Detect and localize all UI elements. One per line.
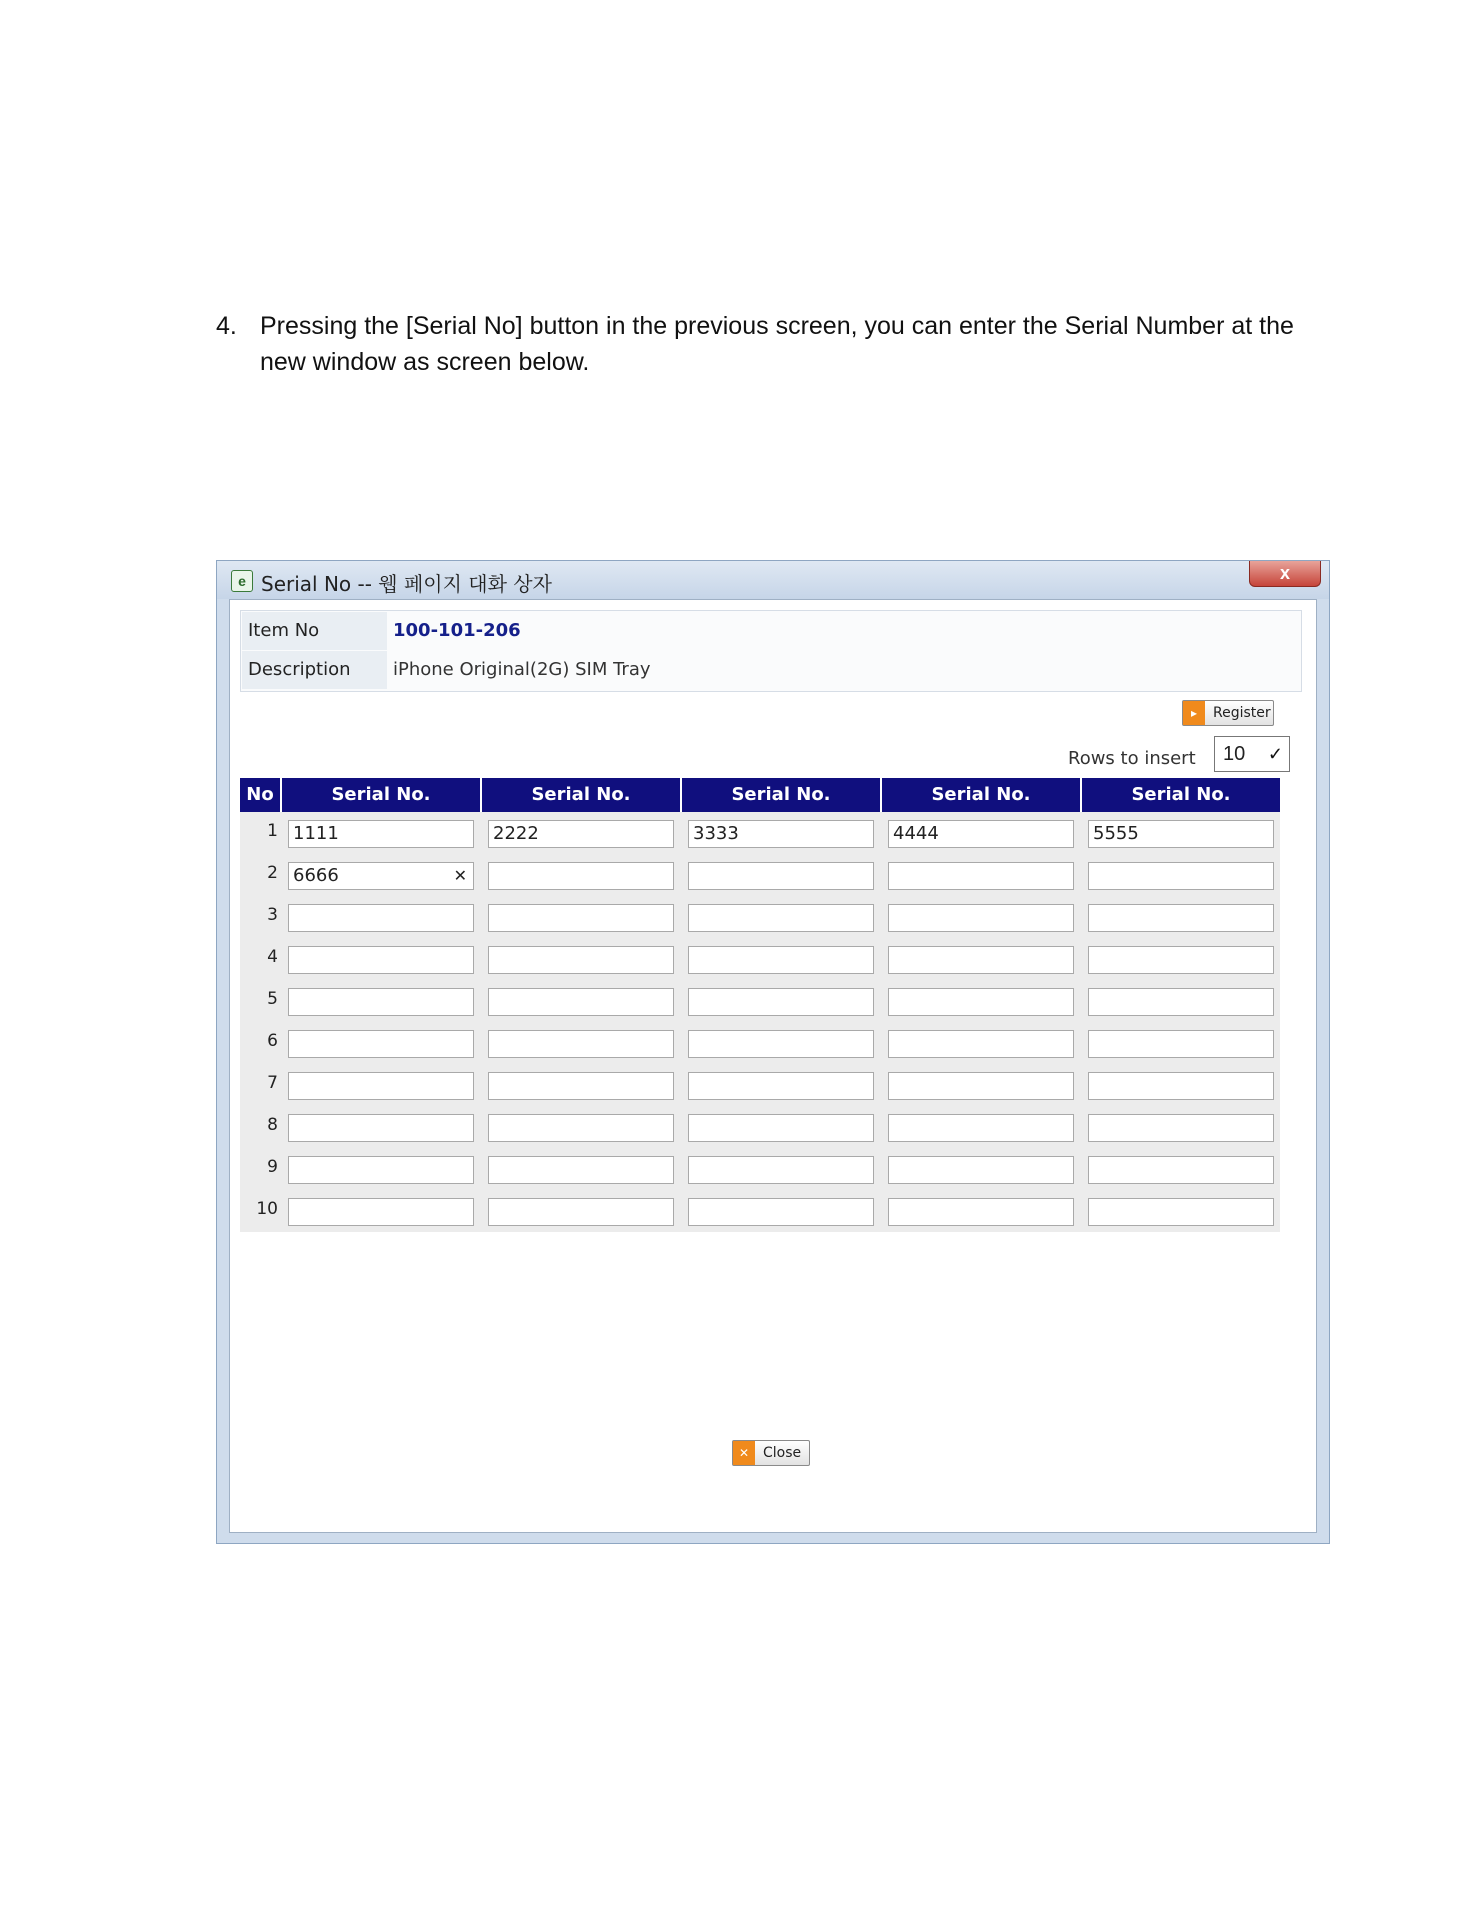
serial-input[interactable] <box>288 1156 474 1184</box>
serial-input[interactable] <box>1088 1156 1274 1184</box>
serial-input[interactable] <box>1088 946 1274 974</box>
row-number: 1 <box>267 821 278 841</box>
register-label: Register <box>1213 705 1271 721</box>
serial-input[interactable]: 2222 <box>488 820 674 848</box>
table-row <box>240 1106 1280 1148</box>
window-close-button[interactable] <box>1249 561 1321 587</box>
item-info-box <box>240 610 1302 692</box>
serial-input[interactable] <box>288 1030 474 1058</box>
serial-input[interactable] <box>888 988 1074 1016</box>
serial-input-active[interactable] <box>288 862 474 890</box>
item-no-value: 100-101-206 <box>393 620 521 641</box>
table-row <box>240 896 1280 938</box>
serial-input[interactable] <box>288 946 474 974</box>
arrow-right-icon: ▸ <box>1183 701 1205 725</box>
serial-input[interactable] <box>688 1072 874 1100</box>
rows-to-insert-select[interactable] <box>1214 736 1290 772</box>
table-row <box>240 1148 1280 1190</box>
serial-input[interactable]: 1111 <box>288 820 474 848</box>
serial-input[interactable] <box>888 946 1074 974</box>
serial-input[interactable]: 5555 <box>1088 820 1274 848</box>
dialog-title: Serial No -- 웹 페이지 대화 상자 <box>261 572 552 596</box>
table-row <box>240 938 1280 980</box>
serial-input[interactable] <box>288 1198 474 1226</box>
serial-input[interactable] <box>1088 1072 1274 1100</box>
serial-input[interactable] <box>888 904 1074 932</box>
serial-input[interactable] <box>288 904 474 932</box>
serial-input[interactable] <box>888 1156 1074 1184</box>
grid-header <box>240 778 1280 812</box>
serial-input[interactable] <box>488 904 674 932</box>
row-number: 9 <box>267 1157 278 1177</box>
serial-input[interactable]: 3333 <box>688 820 874 848</box>
serial-input[interactable] <box>1088 904 1274 932</box>
register-button[interactable] <box>1182 700 1274 726</box>
serial-input[interactable] <box>288 988 474 1016</box>
item-no-label: Item No <box>242 612 387 650</box>
table-row <box>240 980 1280 1022</box>
serial-input[interactable] <box>488 988 674 1016</box>
serial-input[interactable] <box>688 988 874 1016</box>
row-number: 5 <box>267 989 278 1009</box>
serial-input[interactable] <box>688 862 874 890</box>
step-text: Pressing the [Serial No] button in the previous screen, you can enter the Serial Number at the new window as screen below. <box>260 312 1294 376</box>
serial-input[interactable] <box>288 1072 474 1100</box>
serial-input[interactable] <box>888 1072 1074 1100</box>
close-icon: x <box>1279 563 1290 583</box>
serial-input[interactable] <box>488 1030 674 1058</box>
row-number: 7 <box>267 1073 278 1093</box>
table-row <box>240 812 1280 854</box>
row-number: 8 <box>267 1115 278 1135</box>
serial-input[interactable] <box>688 946 874 974</box>
serial-input[interactable] <box>688 1198 874 1226</box>
item-no-row <box>241 612 1301 650</box>
close-label: Close <box>763 1445 802 1461</box>
rows-to-insert-value: 10 <box>1223 743 1246 765</box>
description-label: Description <box>242 651 387 689</box>
row-number: 2 <box>267 863 278 883</box>
clear-icon[interactable]: ✕ <box>453 866 467 885</box>
serial-input[interactable] <box>1088 1030 1274 1058</box>
header-serial-2: Serial No. <box>482 778 682 812</box>
dialog-content <box>229 599 1317 1533</box>
serial-input[interactable] <box>688 904 874 932</box>
serial-input-value: 6666 <box>293 865 339 886</box>
header-no: No <box>240 778 282 812</box>
row-number: 6 <box>267 1031 278 1051</box>
serial-input[interactable] <box>488 1072 674 1100</box>
description-row <box>241 651 1301 689</box>
serial-input[interactable] <box>1088 1198 1274 1226</box>
serial-input[interactable] <box>1088 862 1274 890</box>
close-icon: ✕ <box>733 1441 755 1465</box>
serial-input[interactable] <box>488 1198 674 1226</box>
table-row <box>240 1064 1280 1106</box>
row-number: 4 <box>267 947 278 967</box>
row-number: 10 <box>256 1199 278 1219</box>
serial-input[interactable] <box>488 946 674 974</box>
serial-input[interactable] <box>688 1114 874 1142</box>
dialog-titlebar <box>217 561 1329 599</box>
table-row <box>240 1022 1280 1064</box>
serial-input[interactable] <box>888 862 1074 890</box>
row-number: 3 <box>267 905 278 925</box>
serial-input[interactable] <box>488 1156 674 1184</box>
serial-no-dialog <box>216 560 1330 1544</box>
serial-input[interactable] <box>888 1198 1074 1226</box>
step-number: 4. <box>216 312 237 340</box>
serial-input[interactable] <box>888 1030 1074 1058</box>
close-button[interactable] <box>732 1440 810 1466</box>
table-row <box>240 1190 1280 1232</box>
serial-input[interactable] <box>1088 1114 1274 1142</box>
serial-input[interactable] <box>688 1156 874 1184</box>
ie-page-icon: e <box>231 570 253 592</box>
rows-to-insert-label: Rows to insert <box>1068 748 1196 769</box>
header-serial-1: Serial No. <box>282 778 482 812</box>
description-value: iPhone Original(2G) SIM Tray <box>393 659 651 680</box>
serial-input[interactable] <box>1088 988 1274 1016</box>
chevron-down-icon: ✓ <box>1267 744 1283 764</box>
header-serial-5: Serial No. <box>1082 778 1280 812</box>
table-row <box>240 854 1280 896</box>
serial-input[interactable] <box>688 1030 874 1058</box>
serial-input[interactable] <box>288 1114 474 1142</box>
header-serial-3: Serial No. <box>682 778 882 812</box>
serial-input[interactable] <box>488 1114 674 1142</box>
serial-input[interactable] <box>488 862 674 890</box>
serial-input[interactable]: 4444 <box>888 820 1074 848</box>
header-serial-4: Serial No. <box>882 778 1082 812</box>
serial-input[interactable] <box>888 1114 1074 1142</box>
